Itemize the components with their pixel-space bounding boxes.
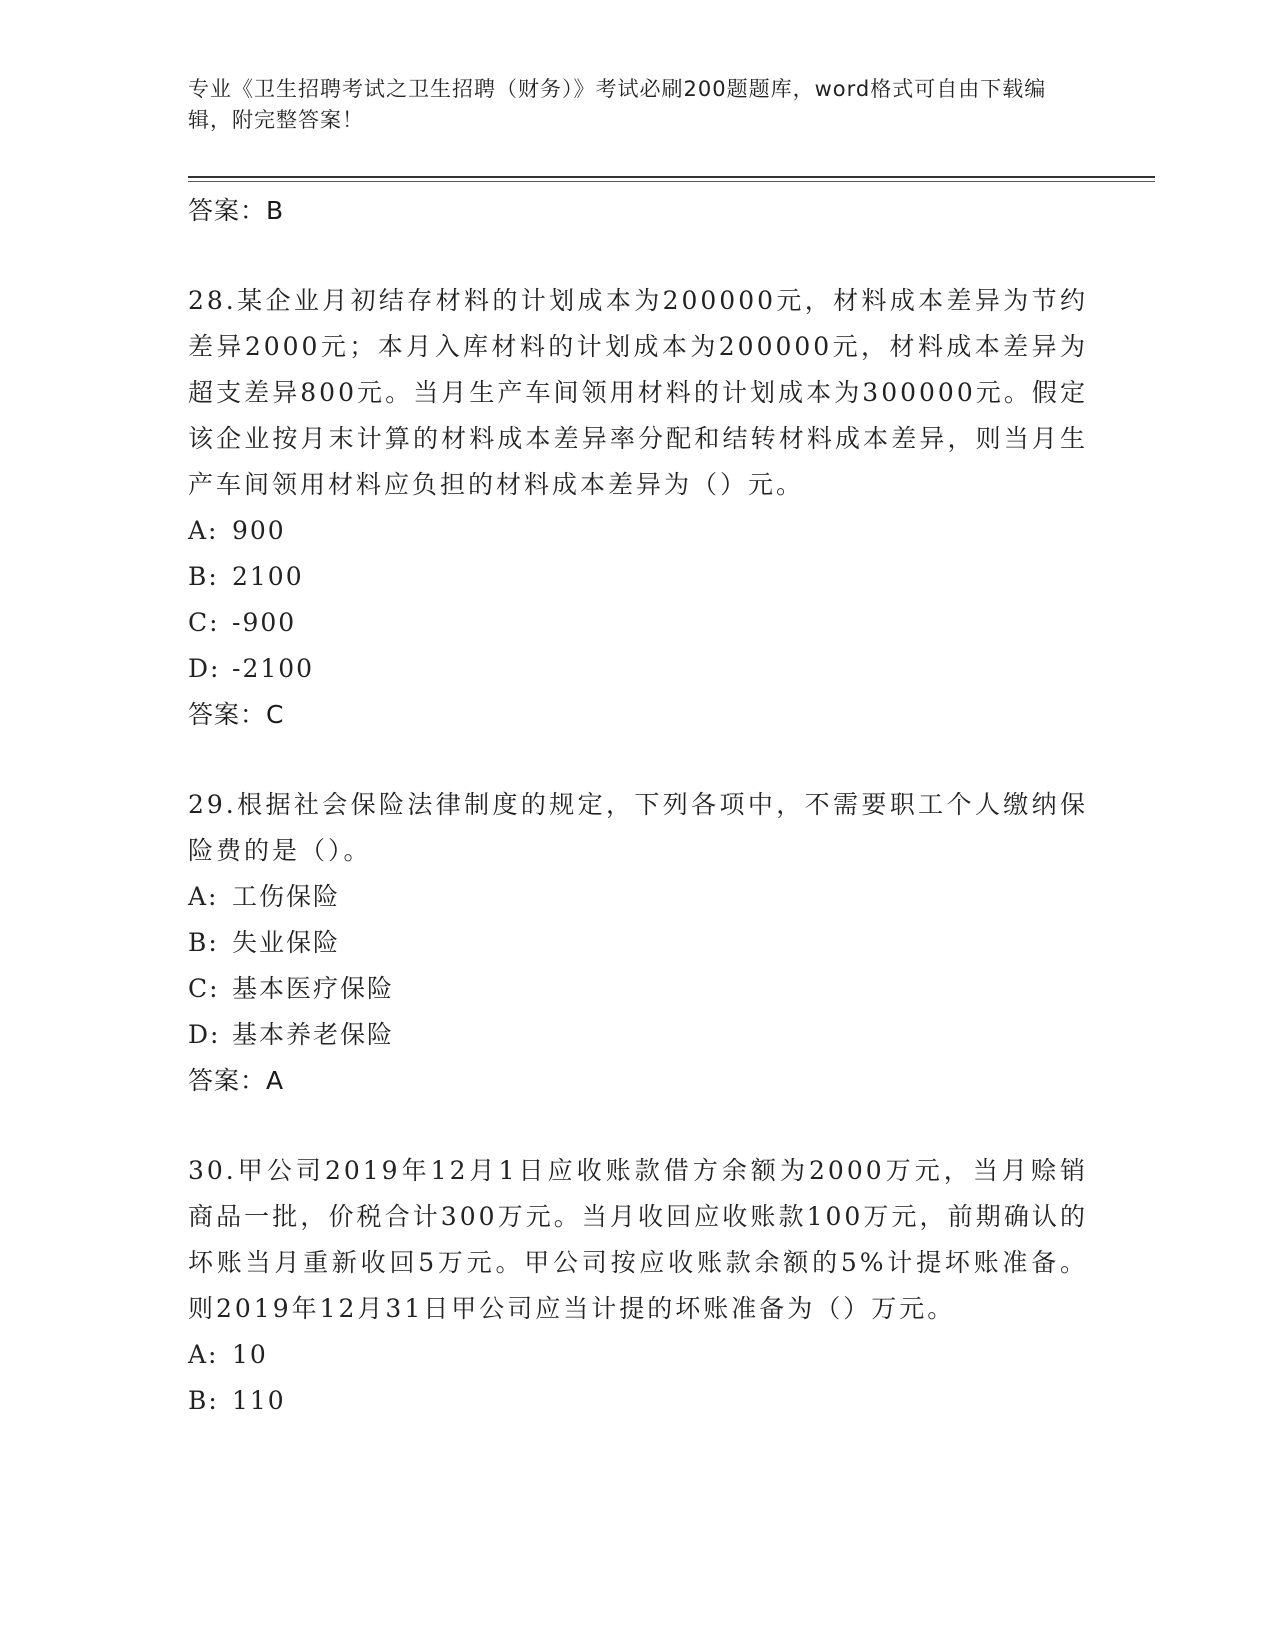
option-text: -2100 [232, 654, 315, 683]
option-key: B: [188, 562, 219, 591]
question-29-stem: 29.根据社会保险法律制度的规定，下列各项中，不需要职工个人缴纳保险费的是（）。 [188, 790, 1088, 865]
question-28-option-c [188, 600, 1088, 646]
question-29-answer: 答案：A [188, 1066, 285, 1095]
option-key: C: [188, 608, 220, 637]
option-key: C: [188, 974, 220, 1003]
question-28-answer: 答案：C [188, 700, 285, 729]
option-text: 900 [232, 516, 286, 545]
question-28 [188, 278, 1088, 738]
spacer [188, 1104, 1088, 1148]
option-key: D: [188, 1020, 221, 1049]
question-29-option-b [188, 920, 1088, 966]
option-text: 2100 [232, 562, 304, 591]
option-key: B: [188, 928, 219, 957]
option-text: 110 [232, 1386, 286, 1415]
question-29 [188, 782, 1088, 1104]
option-text: 基本养老保险 [232, 1020, 395, 1049]
option-key: A: [188, 1340, 219, 1369]
question-29-option-c [188, 966, 1088, 1012]
option-text: 失业保险 [232, 928, 341, 957]
option-text: 基本医疗保险 [232, 974, 395, 1003]
option-key: D: [188, 654, 221, 683]
option-key: A: [188, 516, 219, 545]
question-28-option-a [188, 508, 1088, 554]
spacer [188, 234, 1088, 278]
answer-previous: 答案：B [188, 196, 285, 225]
question-30 [188, 1148, 1088, 1424]
question-29-option-a [188, 874, 1088, 920]
header-rule-thick [188, 176, 1155, 178]
question-28-option-b [188, 554, 1088, 600]
question-30-option-b [188, 1378, 1088, 1424]
question-30-option-a [188, 1332, 1088, 1378]
page-header: 专业《卫生招聘考试之卫生招聘（财务）》考试必刷200题题库，word格式可自由下载编辑，附完整答案！ [188, 77, 1047, 132]
option-text: 10 [232, 1340, 268, 1369]
option-text: -900 [232, 608, 297, 637]
question-30-stem: 30.甲公司2019年12月1日应收账款借方余额为2000万元，当月赊销商品一批，价税合计300万元。当月收回应收账款100万元，前期确认的坏账当月重新收回5万元。甲公司按应收账款余额的5%计提坏账准备。则2019年12月31日甲公司应当计提的坏账准备为（）万元。 [188, 1156, 1088, 1323]
question-28-option-d [188, 646, 1088, 692]
question-list [188, 188, 1088, 1424]
spacer [188, 738, 1088, 782]
option-key: B: [188, 1386, 219, 1415]
option-key: A: [188, 882, 219, 911]
header-rule-thin [188, 181, 1155, 182]
option-text: 工伤保险 [232, 882, 341, 911]
question-28-stem: 28.某企业月初结存材料的计划成本为200000元，材料成本差异为节约差异2000元；本月入库材料的计划成本为200000元，材料成本差异为超支差异800元。当月生产车间领用材料的计划成本为300000元。假定该企业按月末计算的材料成本差异率分配和结转材料成本差异，则当月生产车间领用材料应负担的材料成本差异为（）元。 [188, 286, 1088, 499]
question-29-option-d [188, 1012, 1088, 1058]
